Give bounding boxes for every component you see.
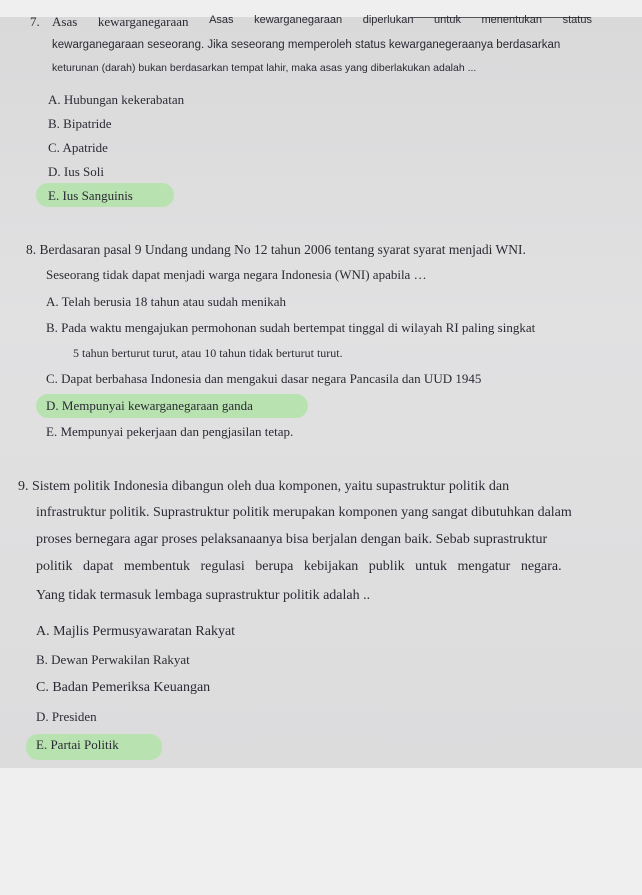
q8-option-a: A. Telah berusia 18 tahun atau sudah menikah bbox=[46, 294, 287, 309]
q8-option-b: B. Pada waktu mengajukan permohonan sudah bertempat tinggal di wilayah RI paling singkat bbox=[46, 320, 536, 335]
q8-option-e: E. Mempunyai pekerjaan dan pengjasilan tetap. bbox=[46, 424, 294, 439]
q9-option-c: C. Badan Pemeriksa Keuangan bbox=[36, 680, 211, 695]
q8-option-c: C. Dapat berbahasa Indonesia dan mengakui dasar negara Pancasila dan UUD 1945 bbox=[46, 371, 482, 386]
q9-option-d: D. Presiden bbox=[36, 709, 97, 724]
word: status bbox=[562, 14, 592, 26]
q9-line1: 9. Sistem politik Indonesia dibangun oleh dua komponen, yaitu supastruktur politik dan bbox=[18, 479, 510, 494]
q9-line5: Yang tidak termasuk lembaga suprastruktur politik adalah .. bbox=[36, 588, 371, 603]
q7-line2: kewarganegaraan seseorang. Jika seseorang memperoleh status kewarganegeraanya berdasarkan bbox=[52, 39, 561, 51]
word: Asas bbox=[209, 14, 234, 26]
q7-option-b: B. Bipatride bbox=[48, 116, 112, 131]
document-photo bbox=[0, 14, 642, 768]
q8-line2: Seseorang tidak dapat menjadi warga negara Indonesia (WNI) apabila … bbox=[46, 267, 427, 282]
q7-option-d: D. Ius Soli bbox=[48, 164, 104, 179]
q9-line4: politik dapat membentuk regulasi berupa kebijakan publik untuk mengatur negara. bbox=[36, 559, 562, 574]
q8-option-d: D. Mempunyai kewarganegaraan ganda bbox=[46, 398, 253, 413]
q8-option-b-cont: 5 tahun berturut turut, atau 10 tahun tidak berturut turut. bbox=[73, 346, 343, 360]
word: kewarganegaraan bbox=[254, 14, 343, 26]
q7-line3: keturunan (darah) bukan berdasarkan tempat lahir, maka asas yang diberlakukan adalah ... bbox=[52, 62, 477, 74]
q9-line2: infrastruktur politik. Suprastruktur politik merupakan komponen yang sangat dibutuhkan dalam bbox=[36, 505, 572, 520]
word: Asas bbox=[52, 14, 78, 29]
word: diperlukan bbox=[362, 14, 414, 26]
q7-option-e: E. Ius Sanguinis bbox=[48, 188, 133, 203]
q7-line1 bbox=[52, 14, 592, 30]
word: untuk bbox=[434, 14, 461, 26]
q8-line1: 8. Berdasaran pasal 9 Undang undang No 12 tahun 2006 tentang syarat syarat menjadi WNI. bbox=[26, 242, 526, 257]
question-number: 7. bbox=[30, 14, 40, 29]
q7-option-a: A. Hubungan kekerabatan bbox=[48, 92, 185, 107]
q9-line3: proses bernegara agar proses pelaksanaanya bisa berjalan dengan baik. Sebab suprastruktur bbox=[36, 532, 548, 547]
q9-option-b: B. Dewan Perwakilan Rakyat bbox=[36, 652, 190, 667]
word: menentukan bbox=[481, 14, 543, 26]
q7-option-c: C. Apatride bbox=[48, 140, 108, 155]
q9-option-e: E. Partai Politik bbox=[36, 737, 119, 752]
word: kewarganegaraan bbox=[97, 14, 189, 29]
q9-option-a: A. Majlis Permusyawaratan Rakyat bbox=[36, 624, 236, 639]
